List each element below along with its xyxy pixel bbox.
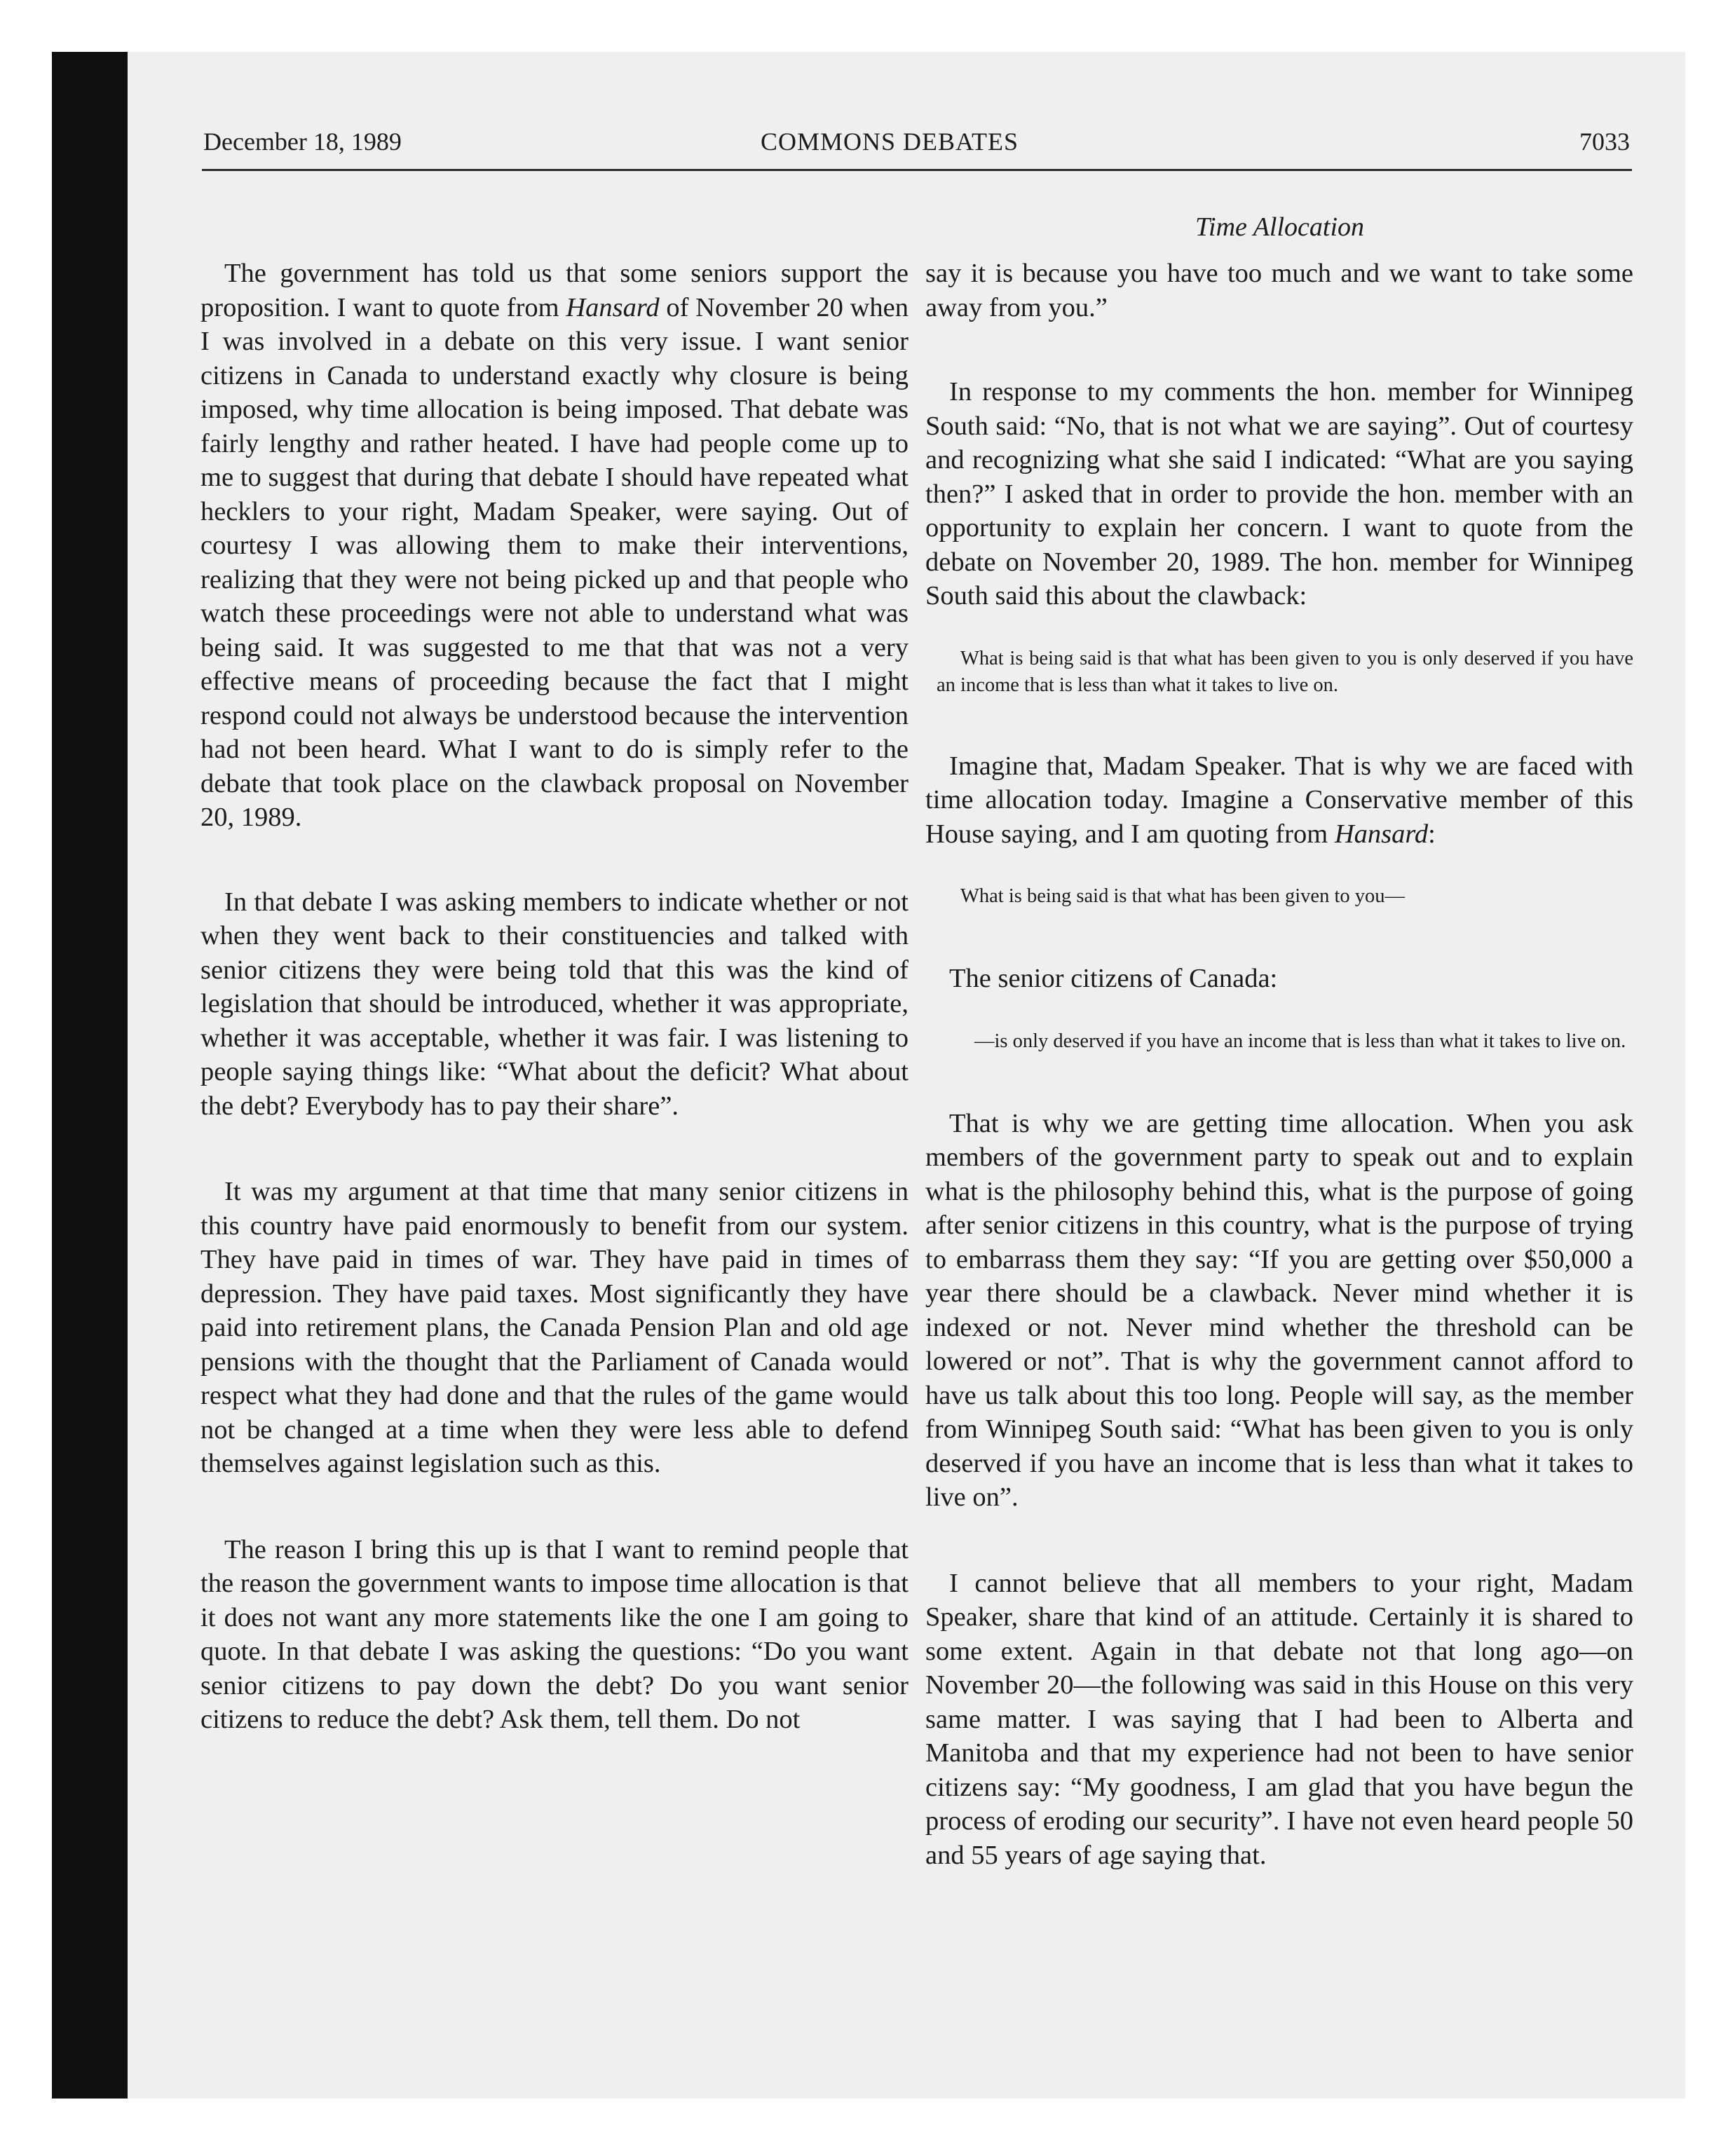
left-paragraph-1 xyxy=(200,257,909,835)
hansard-reference-2: Hansard xyxy=(1334,819,1429,849)
left-column xyxy=(200,257,909,1737)
right-paragraph-6: I cannot believe that all members to your right, Madam Speaker, share that kind of an attitude. Certainly it is shared to some extent. Again in that debate not that long ago—on November 20—the following was said in this House on this very same matter. I was saying that I had been to Alberta and Manitoba and that my experience had not been to have senior citizens say: “My goodness, I am glad that you have begun the process of eroding our security”. I have not even heard people 50 and 55 years of age saying that. xyxy=(925,1568,1633,1870)
hansard-reference: Hansard xyxy=(566,292,660,322)
left-paragraph-2: In that debate I was asking members to indicate whether or not when they went back to their constituencies and talked with senior citizens they were being told that this was the kind of legislation that should be introduced, whether it was appropriate, whether it was acceptable, whether it was fair. I was listening to people saying things like: “What about the deficit? What about the debt? Everybody has to pay their share”. xyxy=(200,887,909,1121)
right-paragraph-3 xyxy=(925,749,1633,852)
right-column xyxy=(925,257,1633,1872)
right-paragraph-4: The senior citizens of Canada: xyxy=(949,964,1278,993)
header-page-number: 7033 xyxy=(1579,128,1630,156)
header-title: COMMONS DEBATES xyxy=(761,128,1019,156)
right-paragraph-1: say it is because you have too much and we want to take some away from you.” xyxy=(925,259,1633,322)
block-quote-3: —is only deserved if you have an income that is less than what it takes to live on. xyxy=(974,1030,1626,1052)
left-paragraph-4: The reason I bring this up is that I want to remind people that the reason the government wants to impose time allocation is that it does not want any more statements like the one I am going to quote. In that debate I was asking the questions: “Do you want senior citizens to pay down the debt? Do you want senior citizens to reduce the debt? Ask them, tell them. Do not xyxy=(200,1534,909,1734)
topic-heading: Time Allocation xyxy=(1195,212,1365,242)
scan-binding-edge xyxy=(52,52,128,2099)
right-paragraph-5: That is why we are getting time allocation. When you ask members of the government party to speak out and to explain what is the philosophy behind this, what is the purpose of going after senior citizens in this country, what is the purpose of trying to embarrass them they say: “If you are getting over $50,000 a year there should be a clawback. Never mind whether it is indexed or not. Never mind whether the threshold can be lowered or not”. That is why the government cannot afford to have us talk about this too long. People will say, as the member from Winnipeg South said: “What has been given to you is only deserved if you have an income that is less than what it takes to live on”. xyxy=(925,1108,1633,1512)
right-p3-text-a: Imagine that, Madam Speaker. That is why we are faced with time allocation today. Imagine a Conservative member of this House saying, and I am quoting from xyxy=(925,751,1633,849)
left-p1-text-b: of November 20 when I was involved in a debate on this very issue. I want senior citizens in Canada to understand exactly why closure is being imposed, why time allocation is being imposed. That debate was fairly lengthy and rather heated. I have had people come up to me to suggest that during that debate I should have repeated what hecklers to your right, Madam Speaker, were saying. Out of courtesy I was allowing them to make their interventions, realizing that they were not being picked up and that people who watch these proceedings were not able to understand what was being said. It was suggested to me that that was not a very effective means of proceeding because the fact that I might respond could not always be understood because the intervention had not been heard. What I want to do is simply refer to the debate that took place on the clawback proposal on November 20, 1989. xyxy=(200,292,909,832)
right-paragraph-2: In response to my comments the hon. member for Winnipeg South said: “No, that is not what we are saying”. Out of courtesy and recognizing what she said I indicated: “What are you saying then?” I asked that in order to provide the hon. member with an opportunity to explain her concern. I want to quote from the debate on November 20, 1989. The hon. member for Winnipeg South said this about the clawback: xyxy=(925,377,1633,610)
header-date: December 18, 1989 xyxy=(203,128,402,156)
header-rule xyxy=(202,169,1632,171)
block-quote-2: What is being said is that what has been given to you— xyxy=(960,885,1405,907)
block-quote-1: What is being said is that what has been given to you is only deserved if you have an income that is less than what it takes to live on. xyxy=(937,647,1633,696)
left-paragraph-3: It was my argument at that time that many senior citizens in this country have paid enormously to benefit from our system. They have paid in times of war. They have paid in times of depression. They have paid taxes. Most significantly they have paid into retirement plans, the Canada Pension Plan and old age pensions with the thought that the Parliament of Canada would respect what they had done and that the rules of the game would not be changed at a time when they were less able to defend themselves against legislation such as this. xyxy=(200,1177,909,1478)
right-p3-text-b: : xyxy=(1428,819,1436,849)
left-p1-text-a: The government has told us that some seniors support the proposition. I want to quote from xyxy=(200,259,909,322)
